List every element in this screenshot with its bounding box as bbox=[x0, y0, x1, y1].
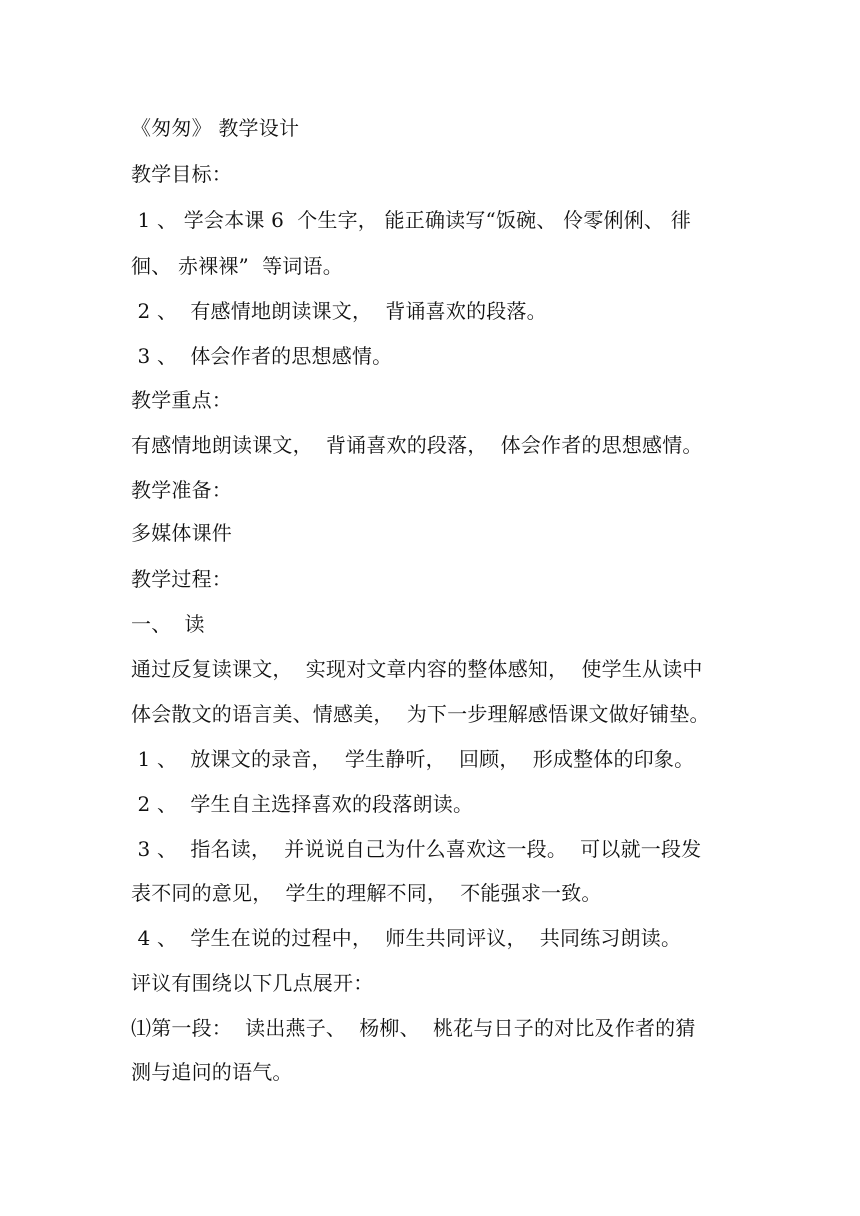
text-line: 3 、 体会作者的思想感情。 bbox=[131, 344, 393, 368]
text-line: 评议有围绕以下几点展开： bbox=[131, 971, 374, 995]
section-heading-process: 教学过程： bbox=[131, 567, 232, 591]
text-line: 4 、 学生在说的过程中， 师生共同评议， 共同练习朗读。 bbox=[131, 926, 682, 950]
text-line: 1 、 学会本课 6 个生字， 能正确读写“饭碗、 伶零俐俐、 徘 bbox=[131, 208, 691, 232]
document-title: 《匆匆》 教学设计 bbox=[131, 116, 300, 140]
text-line: 2 、 学生自主选择喜欢的段落朗读。 bbox=[131, 792, 474, 816]
subsection-heading: 一、 读 bbox=[131, 612, 205, 636]
text-line: 1 、 放课文的录音， 学生静听， 回顾， 形成整体的印象。 bbox=[131, 747, 695, 771]
text-line: 有感情地朗读课文， 背诵喜欢的段落， 体会作者的思想感情。 bbox=[131, 433, 703, 457]
text-line: ⑴第一段： 读出燕子、 杨柳、 桃花与日子的对比及作者的猜 bbox=[131, 1016, 696, 1040]
section-heading-preparation: 教学准备： bbox=[131, 478, 232, 502]
text-line: 徊、 赤裸裸” 等词语。 bbox=[131, 254, 343, 278]
text-line: 2 、 有感情地朗读课文， 背诵喜欢的段落。 bbox=[131, 299, 547, 323]
text-line: 测与追问的语气。 bbox=[131, 1060, 293, 1084]
section-heading-objectives: 教学目标： bbox=[131, 162, 232, 186]
text-line: 表不同的意见， 学生的理解不同， 不能强求一致。 bbox=[131, 881, 602, 905]
text-line: 多媒体课件 bbox=[131, 521, 232, 545]
text-line: 体会散文的语言美、情感美， 为下一步理解感悟课文做好铺垫。 bbox=[131, 702, 710, 726]
text-line: 通过反复读课文， 实现对文章内容的整体感知， 使学生从读中 bbox=[131, 657, 703, 681]
text-line: 3 、 指名读， 并说说自己为什么喜欢这一段。 可以就一段发 bbox=[131, 837, 702, 861]
section-heading-key-points: 教学重点： bbox=[131, 388, 232, 412]
